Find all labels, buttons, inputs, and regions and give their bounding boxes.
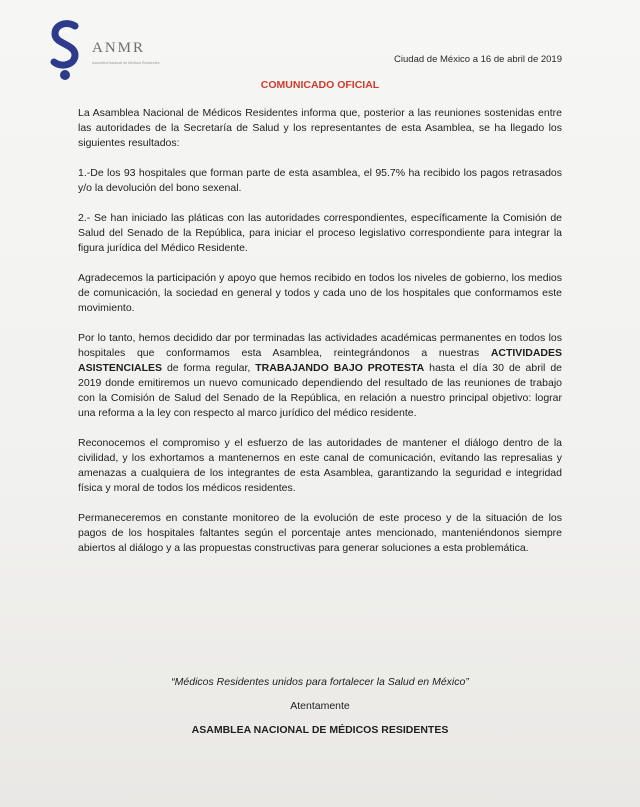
document-title: COMUNICADO OFICIAL xyxy=(260,79,380,91)
paragraph-monitoring: Permaneceremos en constante monitoreo de la evolución de este proceso y de la situación de los pagos de los hospitales faltantes según el porcentaje antes mencionado, manteniéndonos siempre abiertos al diálogo y a las propuestas constructivas para generar soluciones a esta problemática. xyxy=(78,512,562,554)
decision-text-a: Por lo tanto, hemos decidido dar por terminadas las actividades académicas permanentes en todos los hospitales que conformamos esta Asamblea, reintegrándonos a nuestras xyxy=(78,332,562,359)
closing-signature: ASAMBLEA NACIONAL DE MÉDICOS RESIDENTES xyxy=(191,724,449,736)
closing-slogan: “Médicos Residentes unidos para fortalecer la Salud en México” xyxy=(171,676,469,688)
paragraph-thanks: Agradecemos la participación y apoyo que hemos recibido en todos los niveles de gobierno, los medios de comunicación, la sociedad en general y todos y cada uno de los hospitales que conformamos este movimiento. xyxy=(78,272,562,314)
decision-text-e: hasta el día 30 de abril de 2019 donde emitiremos un nuevo comunicado dependiendo del resultado de las reuniones de trabajo con la Comisión de Salud del Senado de la República, en relación a nuestro principal objetivo: lograr una reforma a la ley con respecto al marco jurídico del médico residente. xyxy=(78,362,562,419)
decision-emphasis-protest: TRABAJANDO BAJO PROTESTA xyxy=(255,362,425,374)
paragraph-intro: La Asamblea Nacional de Médicos Residentes informa que, posterior a las reuniones sostenidas entre las autoridades de la Secretaría de Salud y los representantes de esta Asamblea, se ha llegado los siguientes resultados: xyxy=(78,107,562,149)
logo xyxy=(48,20,168,86)
paragraph-result-2: 2.- Se han iniciado las pláticas con las autoridades correspondientes, específicamente la Comisión de Salud del Senado de la República, para iniciar el proceso legislativo correspondiente para integrar la figura jurídica del Médico Residente. xyxy=(78,212,562,254)
anmr-logo-icon xyxy=(48,20,82,82)
logo-name: ANMR xyxy=(92,40,146,56)
decision-emphasis-activities: ACTIVIDADES ASISTENCIALES xyxy=(78,347,562,374)
paragraph-recognition: Reconocemos el compromiso y el esfuerzo de las autoridades de mantener el diálogo dentro de la civilidad, y los exhortamos a mantenernos en este canal de comunicación, evitando las represalias y amenazas a cualquiera de los integrantes de esta Asamblea, garantizando la seguridad e integridad física y moral de todos los médicos residentes. xyxy=(78,437,562,494)
decision-text-c: de forma regular, xyxy=(162,362,256,374)
document-date: Ciudad de México a 16 de abril de 2019 xyxy=(394,54,562,65)
paragraph-decision xyxy=(78,331,562,421)
document-body xyxy=(78,106,562,571)
logo-subtitle: Asamblea Nacional de Médicos Residentes xyxy=(92,61,160,65)
paragraph-result-1: 1.-De los 93 hospitales que forman parte de esta asamblea, el 95.7% ha recibido los pagos retrasados y/o la devolución del bono sexenal. xyxy=(78,167,562,194)
closing-regards: Atentamente xyxy=(290,700,350,712)
